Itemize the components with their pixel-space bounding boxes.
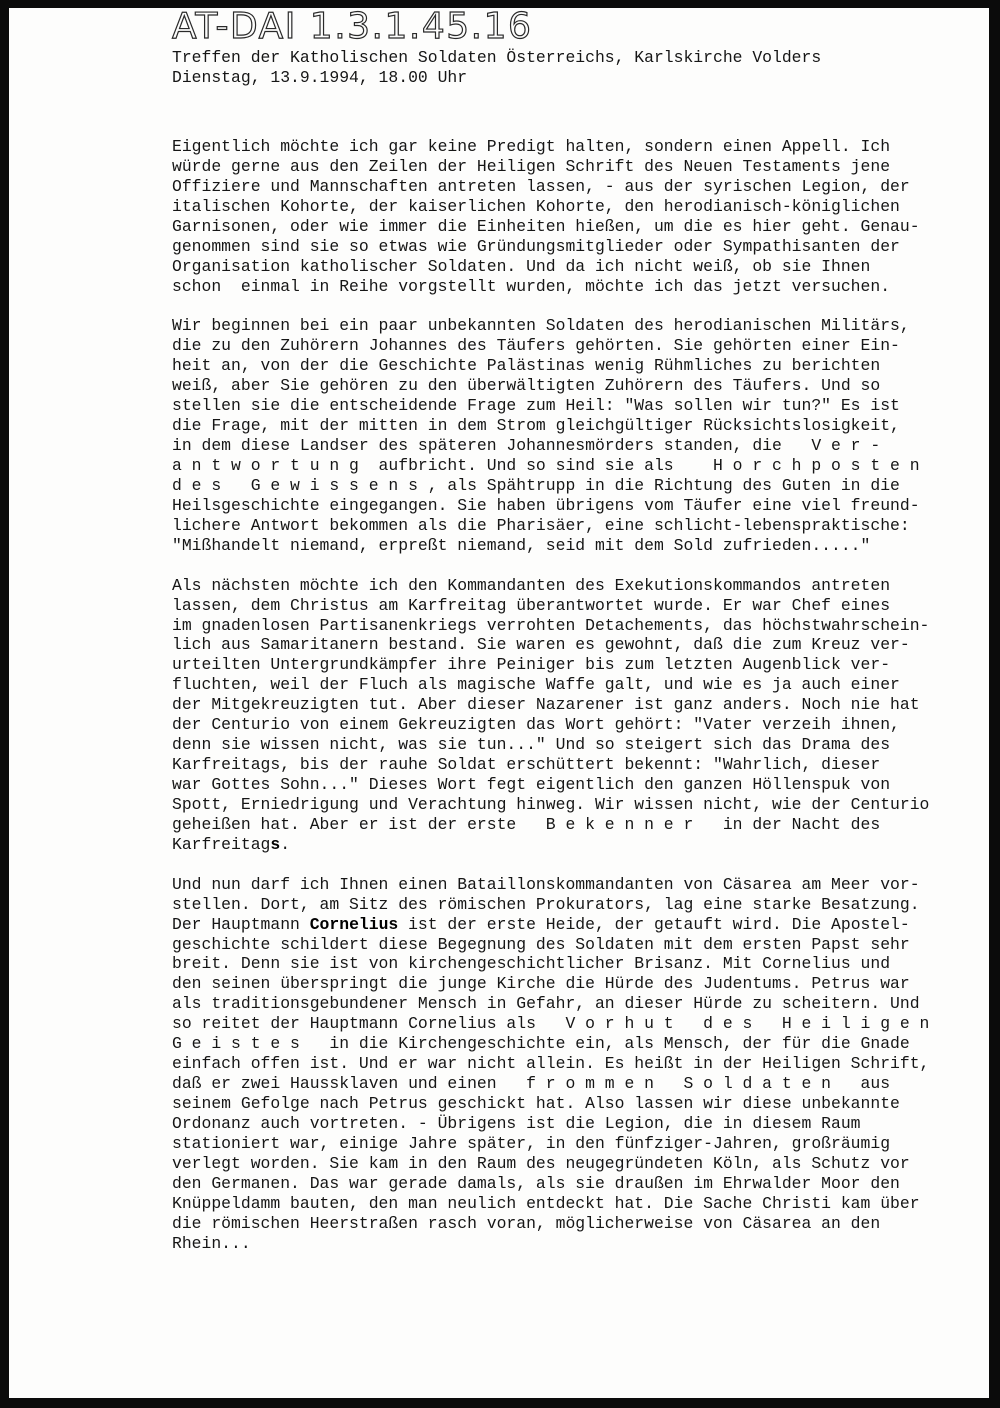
text-line: lassen, dem Christus am Karfreitag überantwortet wurde. Er war Chef eines (172, 595, 891, 615)
text-line: stellen. Dort, am Sitz des römischen Prokurators, lag eine starke Besatzung. (172, 894, 920, 914)
paragraph-3 (172, 576, 929, 855)
text-line: a n t w o r t u n g aufbricht. Und so sind sie als H o r c h p o s t e n (172, 456, 920, 475)
text-line: daß er zwei Haussklaven und einen f r o m m e n S o l d a t e n aus (172, 1074, 891, 1094)
text-line: lichere Antwort bekommen als die Pharisäer, eine schlicht-lebenspraktische: (172, 515, 910, 535)
text-line: italischen Kohorte, der kaiserlichen Kohorte, den herodianisch-königlichen (172, 196, 900, 216)
text-line: schon einmal in Reihe vorgstellt wurden, möchte ich das jetzt versuchen. (172, 276, 891, 296)
text-line: fluchten, weil der Fluch als magische Waffe galt, und wie es ja auch einer (172, 675, 900, 695)
text-line: geheißen hat. Aber er ist der erste B e k e n n e r in der Nacht des (172, 814, 881, 834)
text-line: Eigentlich möchte ich gar keine Predigt halten, sondern einen Appell. Ich (172, 137, 891, 156)
text-line: "Mißhandelt niemand, erpreßt niemand, seid mit dem Sold zufrieden....." (172, 535, 871, 555)
text-line (172, 915, 929, 935)
event-title: Treffen der Katholischen Soldaten Österreichs, Karlskirche Volders (172, 48, 822, 67)
text-segment: Der Hauptmann (172, 914, 310, 934)
text-line: Und nun darf ich Ihnen einen Bataillonskommandanten von Cäsarea am Meer vor- (172, 874, 920, 894)
text-line: stellen sie die entscheidende Frage zum Heil: "Was sollen wir tun?" Es ist (172, 396, 900, 416)
text-line: die Frage, mit der mitten in dem Strom gleichgültiger Rücksichtslosigkeit, (172, 416, 900, 436)
text-line: verlegt worden. Sie kam in den Raum des neugegründeten Köln, als Schutz vor (172, 1153, 910, 1173)
text-line: Ordonanz auch vortreten. - Übrigens ist die Legion, die in diesem Raum (172, 1113, 861, 1133)
text-line: einfach offen ist. Und er war nicht allein. Es heißt in der Heiligen Schrift, (172, 1054, 930, 1074)
text-line: urteilten Untergrundkämpfer ihre Peiniger bis zum letzten Augenblick ver- (172, 655, 891, 675)
text-line: so reitet der Hauptmann Cornelius als V o r h u t d e s H e i l i g e n (172, 1014, 930, 1034)
text-line: die zu den Zuhörern Johannes des Täufers gehörten. Sie gehörten einer Ein- (172, 336, 900, 356)
text-line: die römischen Heerstraßen rasch voran, möglicherweise von Cäsarea an den (172, 1213, 881, 1233)
text-segment: ist der erste Heide, der getauft wird. Die Apostel- (398, 914, 910, 934)
text-line: würde gerne aus den Zeilen der Heiligen Schrift des Neuen Testaments jene (172, 156, 891, 176)
text-line: der Centurio von einem Gekreuzigten das Wort gehört: "Vater verzeih ihnen, (172, 715, 900, 735)
text-line: Als nächsten möchte ich den Kommandanten des Exekutionskommandos antreten (172, 575, 891, 595)
text-line: Offiziere und Mannschaften antreten lassen, - aus der syrischen Legion, der (172, 176, 910, 196)
text-line: war Gottes Sohn..." Dieses Wort fegt eigentlich den ganzen Höllenspuk von (172, 775, 891, 794)
event-date: Dienstag, 13.9.1994, 18.00 Uhr (172, 68, 468, 87)
text-line: Heilsgeschichte eingegangen. Sie haben übrigens vom Täufer eine viel freund- (172, 495, 920, 515)
text-line: Wir beginnen bei ein paar unbekannten Soldaten des herodianischen Militärs, (172, 316, 910, 336)
text-line: Knüppeldamm bauten, den man neulich entdeckt hat. Die Sache Christi kam über (172, 1193, 920, 1213)
paragraph-4 (172, 875, 929, 1254)
text-line (172, 835, 929, 855)
document-header (172, 48, 821, 88)
text-line: denn sie wissen nicht, was sie tun..." Und so steigert sich das Drama des (172, 735, 891, 755)
text-line: als traditionsgebundener Mensch in Gefahr, an dieser Hürde zu scheitern. Und (172, 994, 920, 1014)
text-line: der Mitgekreuzigten tut. Aber dieser Nazarener ist ganz anders. Noch nie hat (172, 695, 920, 715)
text-line: Organisation katholischer Soldaten. Und da ich nicht weiß, ob sie Ihnen (172, 256, 871, 276)
text-segment: . (280, 834, 291, 854)
text-line: lich aus Samaritanern bestand. Sie waren es gewohnt, daß die zum Kreuz ver- (172, 635, 910, 655)
bold-name-cornelius: Cornelius (309, 914, 399, 934)
text-line: den seinen überspringt die junge Kirche die Hürde des Judentums. Petrus war (172, 974, 910, 994)
archive-signature: AT-DAI 1.3.1.45.16 (172, 8, 533, 47)
text-line: G e i s t e s in die Kirchengeschichte ein, als Mensch, der für die Gnade (172, 1034, 910, 1054)
text-line: heit an, von der die Geschichte Palästinas wenig Rühmliches zu berichten (172, 356, 881, 376)
text-line: stationiert war, einige Jahre später, in den fünfziger-Jahren, großräumig (172, 1133, 891, 1153)
text-line: den Germanen. Das war gerade damals, als sie draußen im Ehrwalder Moor den (172, 1173, 900, 1193)
text-line: geschichte schildert diese Begegnung des Soldaten mit dem ersten Papst sehr (172, 934, 910, 954)
sermon-text (172, 137, 929, 1254)
text-line: Rhein... (172, 1233, 251, 1253)
paragraph-2 (172, 316, 929, 555)
overtyped-letter: s (270, 834, 281, 854)
text-line: Spott, Erniedrigung und Verachtung hinweg. Wir wissen nicht, wie der Centurio (172, 794, 930, 814)
text-line: in dem diese Landser des späteren Johannesmörders standen, die V e r - (172, 436, 881, 456)
text-line: im gnadenlosen Partisanenkriegs verrohten Detachements, das höchstwahrschein- (172, 615, 930, 635)
text-line: d e s G e w i s s e n s , als Spähtrupp in die Richtung des Guten in die (172, 475, 900, 495)
document-page (9, 8, 989, 1398)
text-line: Karfreitags, bis der rauhe Soldat erschüttert bekennt: "Wahrlich, dieser (172, 755, 881, 775)
text-line: genommen sind sie so etwas wie Gründungsmitglieder oder Sympathisanten der (172, 236, 900, 256)
text-line: seinem Gefolge nach Petrus geschickt hat. Also lassen wir diese unbekannte (172, 1094, 900, 1113)
text-line: breit. Denn sie ist von kirchengeschichtlicher Brisanz. Mit Cornelius und (172, 954, 891, 974)
text-line: Garnisonen, oder wie immer die Einheiten hießen, um die es hier geht. Genau- (172, 216, 920, 236)
paragraph-1 (172, 137, 929, 297)
text-segment: Karfreitag (172, 834, 271, 854)
text-line: weiß, aber Sie gehören zu den überwältigten Zuhörern des Täufers. Und so (172, 376, 881, 396)
